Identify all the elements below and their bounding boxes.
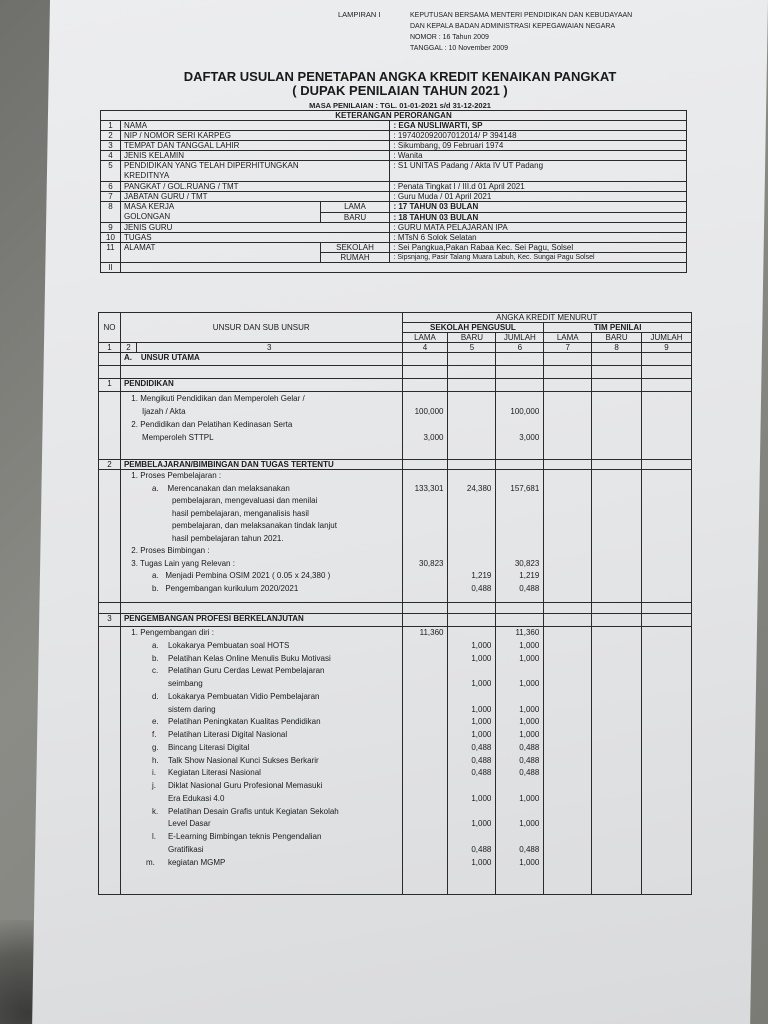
row-label-line: GOLONGAN xyxy=(123,212,171,221)
table-row xyxy=(99,353,692,366)
col-num: 1 xyxy=(99,343,121,353)
item-label: Diklat Nasional Guru Profesional Memasuki xyxy=(167,781,323,790)
row-no: 9 xyxy=(101,223,121,233)
value: 100,000 xyxy=(414,407,444,416)
value: 1,219 xyxy=(471,571,492,580)
table-row xyxy=(99,470,692,603)
item-no: 1. xyxy=(131,628,138,637)
item-no: f. xyxy=(151,730,157,739)
table-row xyxy=(101,182,687,192)
item-label: Pengembangan diri : xyxy=(140,628,215,637)
personal-info-table xyxy=(100,110,687,273)
item-no: m. xyxy=(145,857,155,867)
jumlah-cell xyxy=(496,470,544,603)
value: 11,360 xyxy=(515,628,540,637)
value: 24,380 xyxy=(466,483,492,493)
row-value: : Sei Pangkua,Pakan Rabaa Kec. Sei Pagu, Solsel xyxy=(390,243,687,253)
row-value: : 18 TAHUN 03 BULAN xyxy=(390,212,687,223)
row-no: 3 xyxy=(99,614,121,627)
table-row xyxy=(101,233,687,243)
item-label: hasil pembelajaran, menganalisis hasil xyxy=(171,508,309,518)
row-label: JENIS GURU xyxy=(120,223,390,233)
table-row xyxy=(101,141,687,151)
value: 0,488 xyxy=(471,768,492,778)
decree-line: KEPUTUSAN BERSAMA MENTERI PENDIDIKAN DAN KEBUDAYAAN xyxy=(410,12,633,19)
row-no: 3 xyxy=(101,141,121,151)
item-label: Kegiatan Literasi Nasional xyxy=(167,768,261,778)
value: 133,301 xyxy=(414,483,444,493)
value: 157,681 xyxy=(510,483,540,493)
item-no: 2. xyxy=(131,420,138,429)
item-no: 1. xyxy=(131,394,138,403)
item-label: E-Learning Bimbingan teknis Pengendalian xyxy=(167,832,322,841)
row-value: : Wanita xyxy=(390,151,687,161)
item-label: pembelajaran, mengevaluasi dan menilai xyxy=(171,496,318,505)
col-header-lama: LAMA xyxy=(544,333,592,343)
item-no: b. xyxy=(151,653,159,663)
value: 1,000 xyxy=(519,793,540,803)
row-value: : Penata Tingkat I / III.d 01 April 2021 xyxy=(390,182,687,192)
table-row xyxy=(101,161,687,182)
baru-cell xyxy=(448,627,496,895)
row-no: 7 xyxy=(101,192,121,202)
item-label: Lokakarya Pembuatan Vidio Pembelajaran xyxy=(167,691,320,701)
rumah-label: RUMAH xyxy=(320,253,390,263)
value: 1,000 xyxy=(471,819,492,829)
row-label: TUGAS xyxy=(120,233,390,243)
baru-label: BARU xyxy=(320,212,390,223)
baru-cell xyxy=(448,470,496,603)
row-label-line: PENDIDIKAN YANG TELAH DIPERHITUNGKAN xyxy=(123,161,299,170)
table-row xyxy=(101,192,687,202)
item-no: a. xyxy=(151,483,159,493)
value: 30,823 xyxy=(419,558,444,568)
col-header-unsur: UNSUR DAN SUB UNSUR xyxy=(120,313,402,343)
value: 1,000 xyxy=(471,704,492,714)
item-no: k. xyxy=(151,806,159,816)
item-label: sistem daring xyxy=(167,704,216,714)
table-row xyxy=(99,460,692,470)
table-row xyxy=(99,366,692,379)
value: 1,000 xyxy=(519,653,540,663)
decree-line: NOMOR : 16 Tahun 2009 xyxy=(410,34,489,41)
value: 1,000 xyxy=(519,730,540,739)
table-row xyxy=(101,151,687,161)
table-row xyxy=(101,243,687,253)
item-label: Pelatihan Guru Cerdas Lewat Pembelajaran xyxy=(167,666,325,676)
section-heading: KETERANGAN PERORANGAN xyxy=(101,111,687,121)
lama-label: LAMA xyxy=(320,202,390,213)
item-label: kegiatan MGMP xyxy=(167,857,226,867)
row-label: NIP / NOMOR SERI KARPEG xyxy=(120,131,390,141)
item-label: Bincang Literasi Digital xyxy=(167,742,250,752)
section-label: PENDIDIKAN xyxy=(120,379,402,392)
item-no: a. xyxy=(151,640,159,650)
item-no: h. xyxy=(151,755,159,765)
item-no: l. xyxy=(151,832,156,841)
value: 0,488 xyxy=(519,755,540,765)
assessment-period: MASA PENILAIAN : TGL. 01-01-2021 s/d 31-12-2021 xyxy=(309,101,491,110)
row-label: PANGKAT / GOL.RUANG / TMT xyxy=(120,182,390,192)
col-header-jumlah: JUMLAH xyxy=(496,333,544,343)
value: 0,488 xyxy=(471,742,492,752)
row-label: JENIS KELAMIN xyxy=(120,151,390,161)
item-label: seimbang xyxy=(167,679,203,688)
row-value: : 17 TAHUN 03 BULAN xyxy=(390,202,687,213)
col-header-baru: BARU xyxy=(448,333,496,343)
section-label: PEMBELAJARAN/BIMBINGAN DAN TUGAS TERTENTU xyxy=(120,460,402,470)
row-label xyxy=(120,202,320,223)
table-row xyxy=(101,202,687,213)
row-no: 10 xyxy=(101,233,121,243)
value: 30,823 xyxy=(514,558,540,568)
row-value: : GURU MATA PELAJARAN IPA xyxy=(390,223,687,233)
item-no: c. xyxy=(151,666,159,676)
section-label: PENGEMBANGAN PROFESI BERKELANJUTAN xyxy=(120,614,402,627)
row-value: : EGA NUSLIWARTI, SP xyxy=(390,121,687,131)
item-label: Pelatihan Kelas Online Menulis Buku Motivasi xyxy=(167,653,331,663)
value: 11,360 xyxy=(419,628,444,637)
value: 0,488 xyxy=(519,844,540,854)
value: 3,000 xyxy=(423,433,444,442)
item-label: Pelatihan Literasi Digital Nasional xyxy=(167,730,288,739)
value: 1,000 xyxy=(471,679,492,688)
table-row xyxy=(101,121,687,131)
value: 1,219 xyxy=(519,571,540,580)
col-header-sekolah: SEKOLAH PENGUSUL xyxy=(402,323,544,333)
item-label: Mengikuti Pendidikan dan Memperoleh Gelar / xyxy=(140,394,305,403)
value: 1,000 xyxy=(471,717,492,727)
col-number-row xyxy=(99,343,692,353)
item-label: Memperoleh STTPL xyxy=(141,433,214,442)
col-num: 6 xyxy=(496,343,544,353)
section-a-letter: A. xyxy=(123,353,132,362)
row-no: 1 xyxy=(99,379,121,392)
sekolah-label: SEKOLAH xyxy=(320,243,390,253)
section-a-label: UNSUR UTAMA xyxy=(140,353,200,362)
pengembangan-items xyxy=(120,627,402,895)
col-num: 8 xyxy=(592,343,642,353)
item-no: g. xyxy=(151,742,159,752)
col-num: 9 xyxy=(642,343,692,353)
value: 1,000 xyxy=(471,640,492,650)
table-row xyxy=(99,614,692,627)
col-num: 4 xyxy=(402,343,448,353)
col-header-no: NO xyxy=(99,313,121,343)
item-no: a. xyxy=(151,571,159,580)
value: 1,000 xyxy=(519,640,540,650)
jumlah-cell xyxy=(496,392,544,451)
row-label: ALAMAT xyxy=(120,243,320,263)
col-header-tim: TIM PENILAI xyxy=(544,323,692,333)
row-no: 2 xyxy=(101,131,121,141)
value: 1,000 xyxy=(519,717,540,727)
value: 0,488 xyxy=(471,583,492,593)
col-num: 7 xyxy=(544,343,592,353)
row-no: 2 xyxy=(99,460,121,470)
value: 1,000 xyxy=(471,730,492,739)
row-label: NAMA xyxy=(120,121,390,131)
row-value: : Sikumbang, 09 Februari 1974 xyxy=(390,141,687,151)
section-roman: II xyxy=(101,263,121,273)
item-no: 2. xyxy=(131,546,138,555)
row-label: JABATAN GURU / TMT xyxy=(120,192,390,202)
lama-cell xyxy=(402,392,448,451)
col-header-angka: ANGKA KREDIT MENURUT xyxy=(402,313,691,323)
table-row xyxy=(101,223,687,233)
value: 1,000 xyxy=(519,819,540,829)
lama-cell xyxy=(402,470,448,603)
item-label: Level Dasar xyxy=(167,819,211,829)
item-no: i. xyxy=(151,768,156,778)
item-label: Proses Bimbingan : xyxy=(140,546,210,555)
item-label: Gratifikasi xyxy=(167,844,204,854)
row-no: 6 xyxy=(101,182,121,192)
row-no: 1 xyxy=(101,121,121,131)
item-label: Era Edukasi 4.0 xyxy=(167,793,225,803)
value: 3,000 xyxy=(519,433,540,442)
decree-block xyxy=(410,10,632,54)
value: 1,000 xyxy=(471,857,492,867)
value: 0,488 xyxy=(519,742,540,752)
item-no: 3. xyxy=(131,558,138,568)
value: 0,488 xyxy=(519,768,540,778)
row-no: 4 xyxy=(101,151,121,161)
row-value: : Guru Muda / 01 April 2021 xyxy=(390,192,687,202)
value: 0,488 xyxy=(519,583,540,593)
value: 1,000 xyxy=(519,704,540,714)
row-label-line: KREDITNYA xyxy=(123,171,170,180)
item-label: hasil pembelajaran tahun 2021. xyxy=(171,533,284,543)
row-no: 5 xyxy=(101,161,121,182)
item-no: d. xyxy=(151,691,159,701)
item-label: Pelatihan Peningkatan Kualitas Pendidikan xyxy=(167,717,321,727)
col-num: 2 xyxy=(120,343,136,353)
item-label: Merencanakan dan melaksanakan xyxy=(167,483,290,493)
row-no: 8 xyxy=(101,202,121,223)
jumlah-cell xyxy=(496,627,544,895)
decree-line: DAN KEPALA BADAN ADMINISTRASI KEPEGAWAIAN NEGARA xyxy=(410,23,616,30)
lampiran-label: LAMPIRAN I xyxy=(338,10,381,19)
row-no: 11 xyxy=(101,243,121,263)
item-label: Proses Pembelajaran : xyxy=(140,471,222,480)
title-line-2: ( DUPAK PENILAIAN TAHUN 2021 ) xyxy=(292,83,508,98)
pembelajaran-items xyxy=(120,470,402,603)
table-row xyxy=(101,263,687,273)
value: 0,488 xyxy=(471,755,492,765)
col-num: 3 xyxy=(136,343,402,353)
table-row xyxy=(99,392,692,451)
item-label: Lokakarya Pembuatan soal HOTS xyxy=(167,640,290,650)
item-label: Pelatihan Desain Grafis untuk Kegiatan Sekolah xyxy=(167,806,339,816)
col-num: 5 xyxy=(448,343,496,353)
header-row xyxy=(99,313,692,323)
section-a xyxy=(120,353,402,366)
item-no: 1. xyxy=(131,471,138,480)
item-label: Menjadi Pembina OSIM 2021 ( 0.05 x 24,380 ) xyxy=(165,571,331,580)
row-value: : S1 UNITAS Padang / Akta IV UT Padang xyxy=(390,161,687,182)
table-row xyxy=(101,131,687,141)
item-no: b. xyxy=(151,583,159,593)
decree-line: TANGGAL : 10 November 2009 xyxy=(410,45,509,52)
col-header-baru: BARU xyxy=(592,333,642,343)
value: 0,488 xyxy=(471,844,492,854)
value: 1,000 xyxy=(471,653,492,663)
item-no: j. xyxy=(151,781,156,790)
item-label: Pengembangan kurikulum 2020/2021 xyxy=(165,583,299,593)
item-label: Pendidikan dan Pelatihan Kedinasan Serta xyxy=(140,420,293,429)
pendidikan-items xyxy=(120,392,402,451)
item-label: pembelajaran, dan melaksanakan tindak lanjut xyxy=(171,521,337,530)
row-label xyxy=(120,161,390,182)
row-value: : Sipsnjang, Pasir Talang Muara Labuh, Kec. Sungai Pagu Solsel xyxy=(390,253,687,263)
row-label-line: MASA KERJA xyxy=(123,202,175,211)
empty-cell xyxy=(120,263,686,273)
title-line-1: DAFTAR USULAN PENETAPAN ANGKA KREDIT KENAIKAN PANGKAT xyxy=(183,69,617,84)
credit-table xyxy=(98,312,692,895)
empty-cell xyxy=(99,353,121,366)
value: 1,000 xyxy=(471,793,492,803)
lama-cell xyxy=(402,627,448,895)
document-title xyxy=(120,70,680,98)
col-header-jumlah: JUMLAH xyxy=(642,333,692,343)
item-no: e. xyxy=(151,717,159,727)
item-label: Tugas Lain yang Relevan : xyxy=(140,558,235,568)
row-value: : MTsN 6 Solok Selatan xyxy=(390,233,687,243)
value: 100,000 xyxy=(510,407,540,416)
table-row xyxy=(99,627,692,895)
item-label: Ijazah / Akta xyxy=(141,407,186,416)
value: 1,000 xyxy=(519,679,540,688)
table-row xyxy=(99,379,692,392)
item-label: Talk Show Nasional Kunci Sukses Berkarir xyxy=(167,755,319,765)
row-label: TEMPAT DAN TANGGAL LAHIR xyxy=(120,141,390,151)
value: 1,000 xyxy=(519,857,540,867)
col-header-lama: LAMA xyxy=(402,333,448,343)
row-value: : 197402092007012014/ P 394148 xyxy=(390,131,687,141)
